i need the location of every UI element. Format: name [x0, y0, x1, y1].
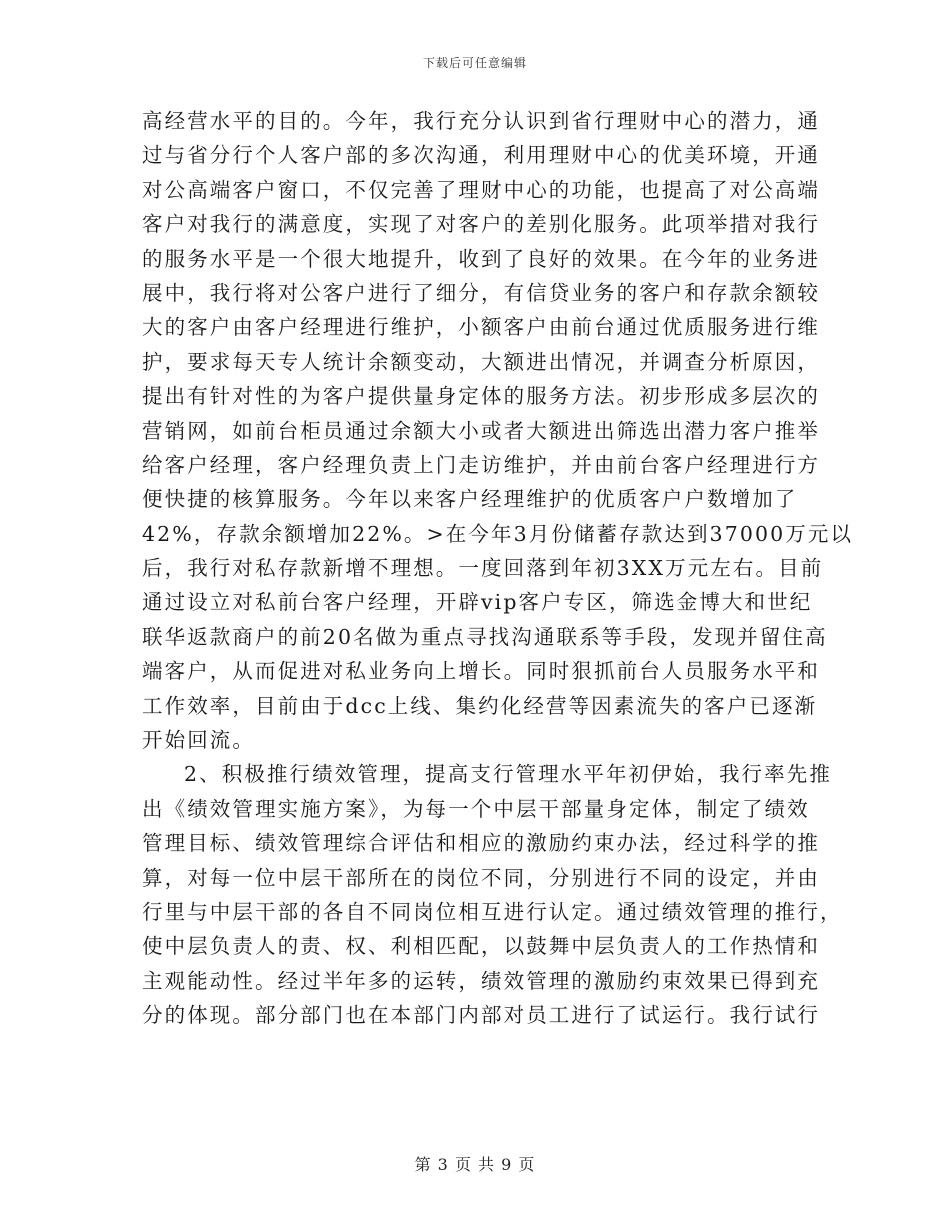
page-header: 下载后可任意编辑: [422, 56, 527, 70]
text-line: 营销网，如前台柜员通过余额大小或者大额进出筛选出潜力客户推举: [142, 418, 820, 443]
text-line: 主观能动性。经过半年多的运转，绩效管理的激励约束效果已得到充: [142, 968, 820, 993]
text-line: 过与省分行个人客户部的多次沟通，利用理财中心的优美环境，开通: [142, 143, 820, 168]
text-line: 联华返款商户的前20名做为重点寻找沟通联系等手段，发现并留住高: [142, 624, 828, 649]
text-line: 开始回流。: [142, 728, 255, 753]
text-line: 分的体现。部分部门也在本部门内部对员工进行了试运行。我行试行: [142, 1003, 820, 1028]
text-line: 客户对我行的满意度，实现了对客户的差别化服务。此项举措对我行: [142, 212, 820, 237]
text-line: 使中层负责人的责、权、利相匹配，以鼓舞中层负责人的工作热情和: [142, 934, 820, 959]
paragraph-start-line: 2、积极推行绩效管理，提高支行管理水平年初伊始，我行率先推: [184, 762, 832, 787]
document-body: [142, 104, 854, 1033]
text-line: 大的客户由客户经理进行维护，小额客户由前台通过优质服务进行维: [142, 315, 820, 340]
text-line: 42%，存款余额增加22%。>在今年3月份储蓄存款达到37000万元以: [142, 521, 854, 546]
text-line: 便快捷的核算服务。今年以来客户经理维护的优质客户户数增加了: [142, 487, 798, 512]
text-line: 端客户，从而促进对私业务向上增长。同时狠抓前台人员服务水平和: [142, 659, 820, 684]
text-line: 的服务水平是一个很大地提升，收到了良好的效果。在今年的业务进: [142, 246, 820, 271]
text-line: 算，对每一位中层干部所在的岗位不同，分别进行不同的设定，并由: [142, 865, 820, 890]
text-line: 出《绩效管理实施方案》，为每一个中层干部量身定体，制定了绩效: [142, 796, 810, 821]
text-line: 通过设立对私前台客户经理，开辟vip客户专区，筛选金博大和世纪: [142, 590, 813, 615]
page-footer: 第 3 页 共 9 页: [414, 1155, 536, 1174]
text-line: 管理目标、绩效管理综合评估和相应的激励约束办法，经过科学的推: [142, 831, 820, 856]
text-line: 展中，我行将对公客户进行了细分，有信贷业务的客户和存款余额较: [142, 280, 820, 305]
text-line: 高经营水平的目的。今年，我行充分认识到省行理财中心的潜力，通: [142, 109, 820, 133]
text-line: 给客户经理，客户经理负责上门走访维护，并由前台客户经理进行方: [142, 452, 820, 477]
text-line: 提出有针对性的为客户提供量身定体的服务方法。初步形成多层次的: [142, 384, 820, 409]
text-line: 后，我行对私存款新增不理想。一度回落到年初3XX万元左右。目前: [142, 556, 824, 581]
text-line: 行里与中层干部的各自不同岗位相互进行认定。通过绩效管理的推行，: [142, 899, 843, 924]
text-line: 对公高端客户窗口，不仅完善了理财中心的功能，也提高了对公高端: [142, 177, 820, 202]
text-line: 工作效率，目前由于dcc上线、集约化经营等因素流失的客户已逐渐: [142, 693, 818, 718]
text-line: 护，要求每天专人统计余额变动，大额进出情况，并调查分析原因，: [142, 349, 820, 374]
